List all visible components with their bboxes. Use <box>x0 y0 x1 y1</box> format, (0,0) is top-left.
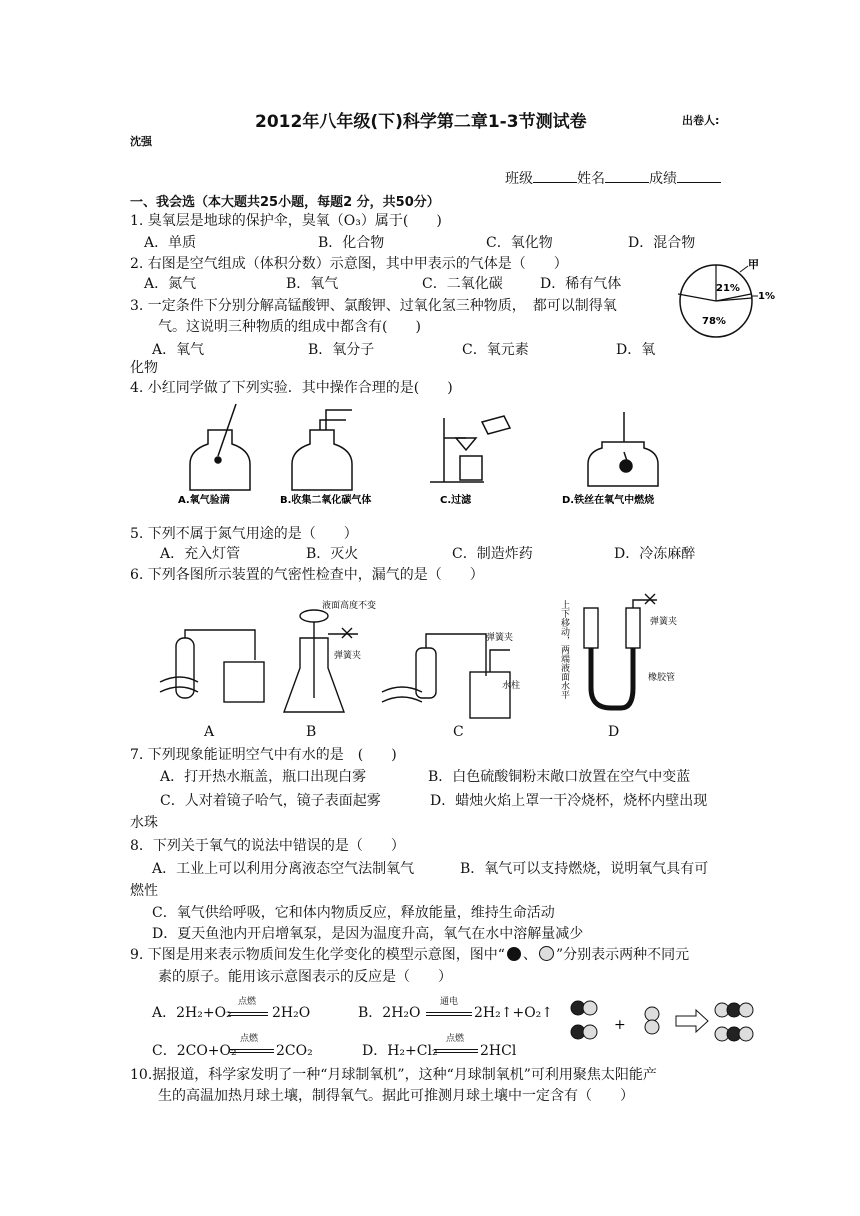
q6-label-a: A <box>204 724 215 740</box>
q8-option-b: B．氧气可以支持燃烧，说明氧气具有可 <box>460 861 709 877</box>
q8-option-b-wrap: 燃性 <box>130 883 158 899</box>
q3-option-b: B．氧分子 <box>308 342 375 358</box>
q9-stem-c: ”分别表示两种不同元 <box>555 947 690 963</box>
air-composition-pie <box>674 258 784 344</box>
q9-stem-a: 9. 下图是用来表示物质间发生化学变化的模型示意图，图中“ <box>130 947 505 963</box>
score-blank[interactable] <box>677 168 721 183</box>
q9-option-d-arrow <box>434 1049 478 1053</box>
q5-option-b: B．灭火 <box>306 546 359 562</box>
q1-option-d: D．混合物 <box>628 235 696 251</box>
q9-stem-1 <box>130 945 689 965</box>
q2-option-b: B．氧气 <box>286 276 339 292</box>
q5-option-c: C．制造炸药 <box>452 546 533 562</box>
student-info-line <box>505 168 721 189</box>
q6-c-water-note: 水柱 <box>502 681 521 691</box>
q4-caption-d: D.铁丝在氧气中燃烧 <box>562 495 655 506</box>
q6-d-tube-note: 橡胶管 <box>648 673 676 683</box>
score-label: 成绩 <box>649 171 677 187</box>
name-blank[interactable] <box>605 168 649 183</box>
q3-stem-1: 3. 一定条件下分别分解高锰酸钾、氯酸钾、过氧化氢三种物质， 都可以制得氧 <box>130 298 617 314</box>
section-heading: 一、我会选（本大题共25小题，每题2 分，共50分） <box>130 195 440 210</box>
q9-option-b-condition: 通电 <box>440 997 459 1007</box>
q7-option-a: A．打开热水瓶盖，瓶口出现白雾 <box>160 769 367 785</box>
q4-stem: 4. 小红同学做了下列实验．其中操作合理的是( ) <box>130 380 453 396</box>
q4-caption-a: A.氧气验满 <box>178 495 230 506</box>
q9-option-c-post: 2CO₂ <box>276 1043 313 1059</box>
class-blank[interactable] <box>533 168 577 183</box>
q3-option-d-wrap: 化物 <box>130 360 158 376</box>
q6-c-clip-note: 弹簧夹 <box>486 633 514 643</box>
q9-stem-2: 素的原子。能用该示意图表示的反应是（ ） <box>158 969 452 985</box>
q8-option-c: C．氧气供给呼吸，它和体内物质反应，释放能量，维持生命活动 <box>152 905 555 921</box>
q4-figures <box>160 402 720 510</box>
q3-option-a: A．氧气 <box>152 342 205 358</box>
q5-option-d: D．冷冻麻醉 <box>614 546 696 562</box>
q6-label-c: C <box>453 724 464 740</box>
q3-option-c: C．氧元素 <box>462 342 529 358</box>
q7-option-c: C．人对着镜子哈气，镜子表面起雾 <box>160 793 381 809</box>
q4-caption-c: C.过滤 <box>440 495 472 506</box>
q6-d-clip-note: 弹簧夹 <box>650 617 678 627</box>
q3-stem-2: 气。这说明三种物质的组成中都含有( ) <box>158 319 421 335</box>
author-label: 出卷人: <box>682 114 720 127</box>
q9-plus-sign: + <box>614 1017 626 1033</box>
q9-option-b-arrow <box>426 1012 472 1016</box>
q2-option-a: A．氮气 <box>144 276 197 292</box>
q7-stem: 7. 下列现象能证明空气中有水的是 ( ) <box>130 747 397 763</box>
q9-option-a-condition: 点燃 <box>238 997 257 1007</box>
q9-option-c-pre: C．2CO+O₂ <box>152 1043 237 1059</box>
q9-option-d-pre: D．H₂+Cl₂ <box>362 1043 438 1059</box>
q7-option-d-wrap: 水珠 <box>130 815 158 831</box>
pie-label-21: 21% <box>716 283 740 294</box>
q7-option-d: D．蜡烛火焰上罩一干冷烧杯，烧杯内壁出现 <box>430 793 708 809</box>
author-name: 沈强 <box>130 135 152 148</box>
pie-label-1: 1% <box>758 291 775 302</box>
q6-d-vertical-note: 上下移动，两端液面水平 <box>559 600 569 699</box>
q8-stem: 8．下列关于氧气的说法中错误的是（ ） <box>130 838 405 854</box>
q10-stem-2: 生的高温加热月球土壤，制得氧气。据此可推测月球土壤中一定含有（ ） <box>158 1088 634 1104</box>
q4-caption-b: B.收集二氧化碳气体 <box>280 495 372 506</box>
q9-option-a-arrow <box>228 1012 268 1016</box>
q9-option-c-arrow <box>230 1049 274 1053</box>
q6-b-top-note: 液面高度不变 <box>322 601 377 611</box>
q2-option-d: D．稀有气体 <box>540 276 622 292</box>
q7-option-b: B．白色硫酸铜粉末敞口放置在空气中变蓝 <box>428 769 691 785</box>
q6-stem: 6. 下列各图所示装置的气密性检查中，漏气的是（ ） <box>130 567 484 583</box>
q5-option-a: A．充入灯管 <box>160 546 241 562</box>
q9-option-c-condition: 点燃 <box>240 1034 259 1044</box>
q10-stem-1: 10.据报道，科学家发明了一种“月球制氧机”，这种“月球制氧机”可利用聚焦太阳能产 <box>130 1067 657 1083</box>
q6-label-b: B <box>306 724 317 740</box>
q1-option-b: B．化合物 <box>318 235 385 251</box>
q6-b-clip-note: 弹簧夹 <box>334 651 362 661</box>
name-label: 姓名 <box>577 171 605 187</box>
pie-label-78: 78% <box>702 316 726 327</box>
q9-option-b-pre: B．2H₂O <box>358 1005 421 1021</box>
q2-stem: 2. 右图是空气组成（体积分数）示意图，其中甲表示的气体是（ ） <box>130 256 568 272</box>
q6-figures <box>150 588 720 738</box>
q1-option-a: A．单质 <box>144 235 197 251</box>
black-atom-icon <box>507 947 521 961</box>
q2-option-c: C．二氧化碳 <box>422 276 503 292</box>
q9-molecule-diagram <box>564 996 770 1050</box>
q6-label-d: D <box>608 724 620 740</box>
q1-option-c: C．氧化物 <box>486 235 553 251</box>
class-label: 班级 <box>505 171 533 187</box>
page-title: 2012年八年级(下)科学第二章1-3节测试卷 <box>255 112 587 132</box>
gray-atom-icon <box>539 946 554 961</box>
q5-stem: 5. 下列不属于氮气用途的是（ ） <box>130 526 358 542</box>
q9-option-a-post: 2H₂O <box>272 1005 311 1021</box>
q9-option-d-post: 2HCl <box>480 1043 517 1059</box>
q9-option-d-condition: 点燃 <box>446 1034 465 1044</box>
pie-label-jia: 甲 <box>748 258 759 271</box>
q9-option-b-post: 2H₂↑+O₂↑ <box>474 1005 554 1021</box>
q9-option-a-pre: A．2H₂+O₂ <box>152 1005 232 1021</box>
q8-option-d: D．夏天鱼池内开启增氧泵，是因为温度升高，氧气在水中溶解量减少 <box>152 926 584 942</box>
q8-option-a: A．工业上可以利用分离液态空气法制氧气 <box>152 861 415 877</box>
q1-stem: 1. 臭氧层是地球的保护伞，臭氧（O₃）属于( ) <box>130 213 442 229</box>
q9-stem-b: 、 <box>522 947 537 963</box>
q3-option-d: D．氧 <box>616 342 656 358</box>
